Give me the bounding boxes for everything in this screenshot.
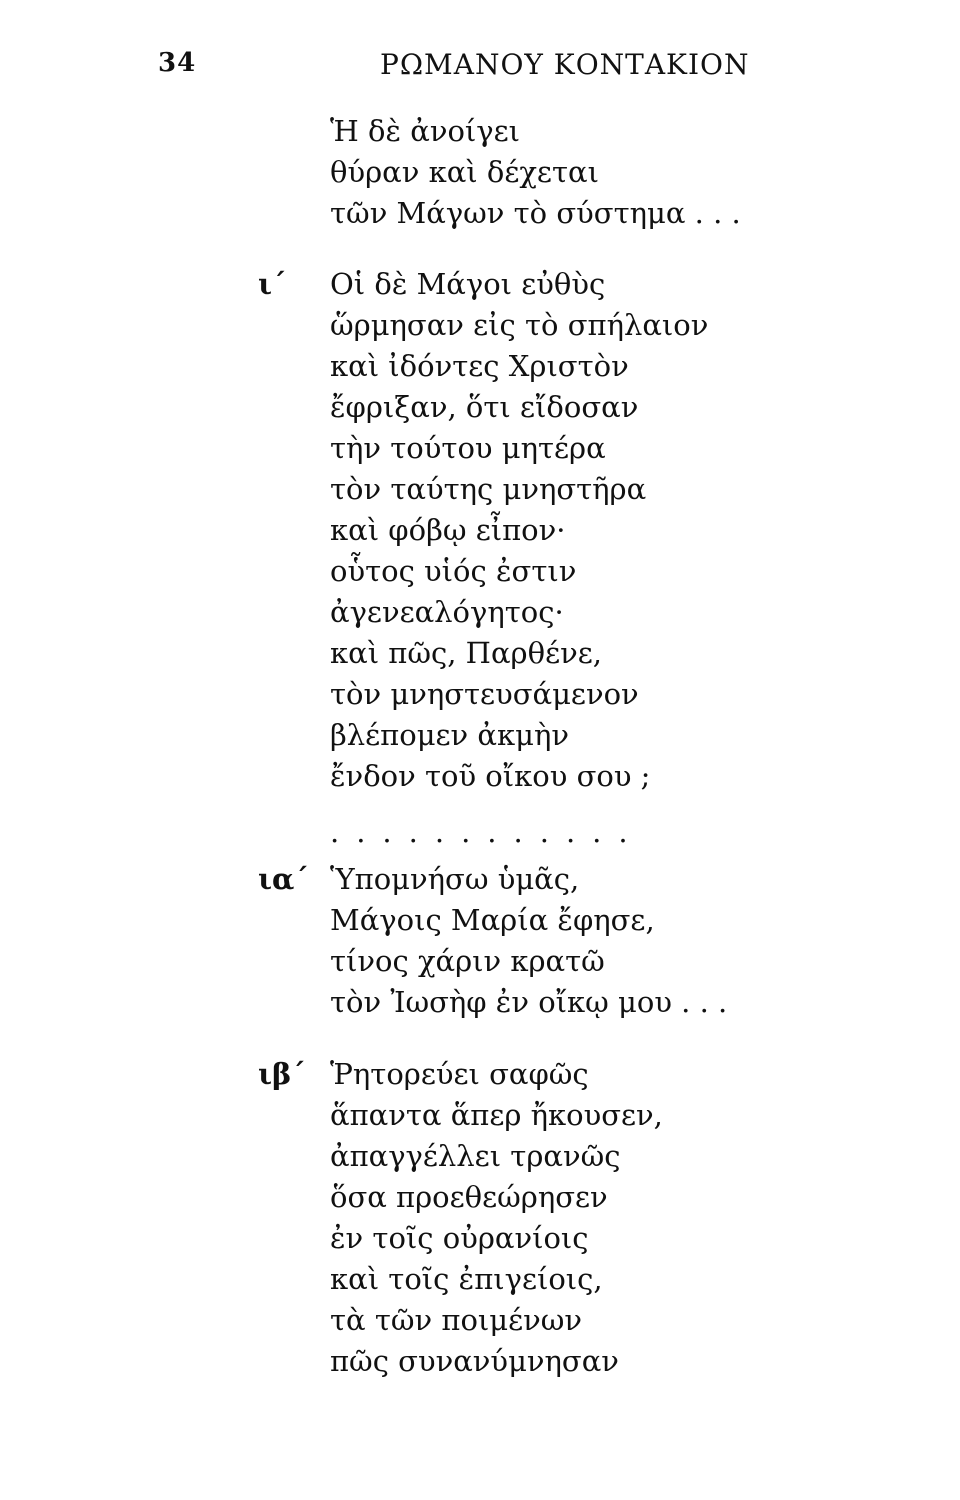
verse-line: ὅσα προεθεώρησεν [330,1180,608,1214]
verse-line: καὶ πῶς, Παρθένε, [330,636,602,670]
verse-line: καὶ ἰδόντες Χριστὸν [330,349,629,383]
verse-line: θύραν καὶ δέχεται [330,155,599,189]
stanza-number: ια΄ [258,862,309,896]
verse-line: τῶν Μάγων τὸ σύστημα . . . [330,196,741,230]
verse-line: Οἱ δὲ Μάγοι εὐθὺς [330,267,606,301]
verse-line: βλέπομεν ἀκμὴν [330,718,569,752]
verse-line: πῶς συνανύμνησαν [330,1344,619,1378]
verse-line: τὰ τῶν ποιμένων [330,1303,583,1337]
verse-line: οὗτος υἱός ἐστιν [330,554,577,588]
verse-line: Ῥητορεύει σαφῶς [330,1057,589,1091]
verse-line: τίνος χάριν κρατῶ [330,944,605,978]
verse-line: τὸν μνηστευσάμενον [330,677,639,711]
stanza-number: ι΄ [258,267,287,301]
verse-line: ἔνδον τοῦ οἴκου σου ; [330,759,651,793]
verse-line: ἀπαγγέλλει τρανῶς [330,1139,621,1173]
verse-line: τὸν ταύτης μνηστῆρα [330,472,647,506]
verse-line: ἔφριξαν, ὅτι εἴδοσαν [330,390,639,424]
verse-line: καὶ τοῖς ἐπιγείοις, [330,1262,603,1296]
stanza-number: ιβ΄ [258,1057,306,1091]
verse-line: τὴν τούτου μητέρα [330,431,606,465]
verse-line: Μάγοις Μαρία ἔφησε, [330,903,655,937]
verse-line: Ἡ δὲ ἀνοίγει [330,114,521,148]
verse-line: καὶ φόβῳ εἶπον· [330,513,566,547]
ellipsis-row: ............ [330,815,645,849]
verse-line: τὸν Ἰωσὴφ ἐν οἴκῳ μου . . . [330,985,728,1019]
page-number: 34 [158,48,197,78]
verse-line: ὥρμησαν εἰς τὸ σπήλαιον [330,308,709,342]
running-head: ΡΩΜΑΝΟΥ ΚΟΝΤΑΚΙΟΝ [380,48,750,81]
verse-line: ἐν τοῖς οὐρανίοις [330,1221,589,1255]
verse-line: ἅπαντα ἅπερ ἤκουσεν, [330,1098,663,1132]
verse-line: ἀγενεαλόγητος· [330,595,564,629]
verse-line: Ὑπομνήσω ὑμᾶς, [330,862,580,896]
